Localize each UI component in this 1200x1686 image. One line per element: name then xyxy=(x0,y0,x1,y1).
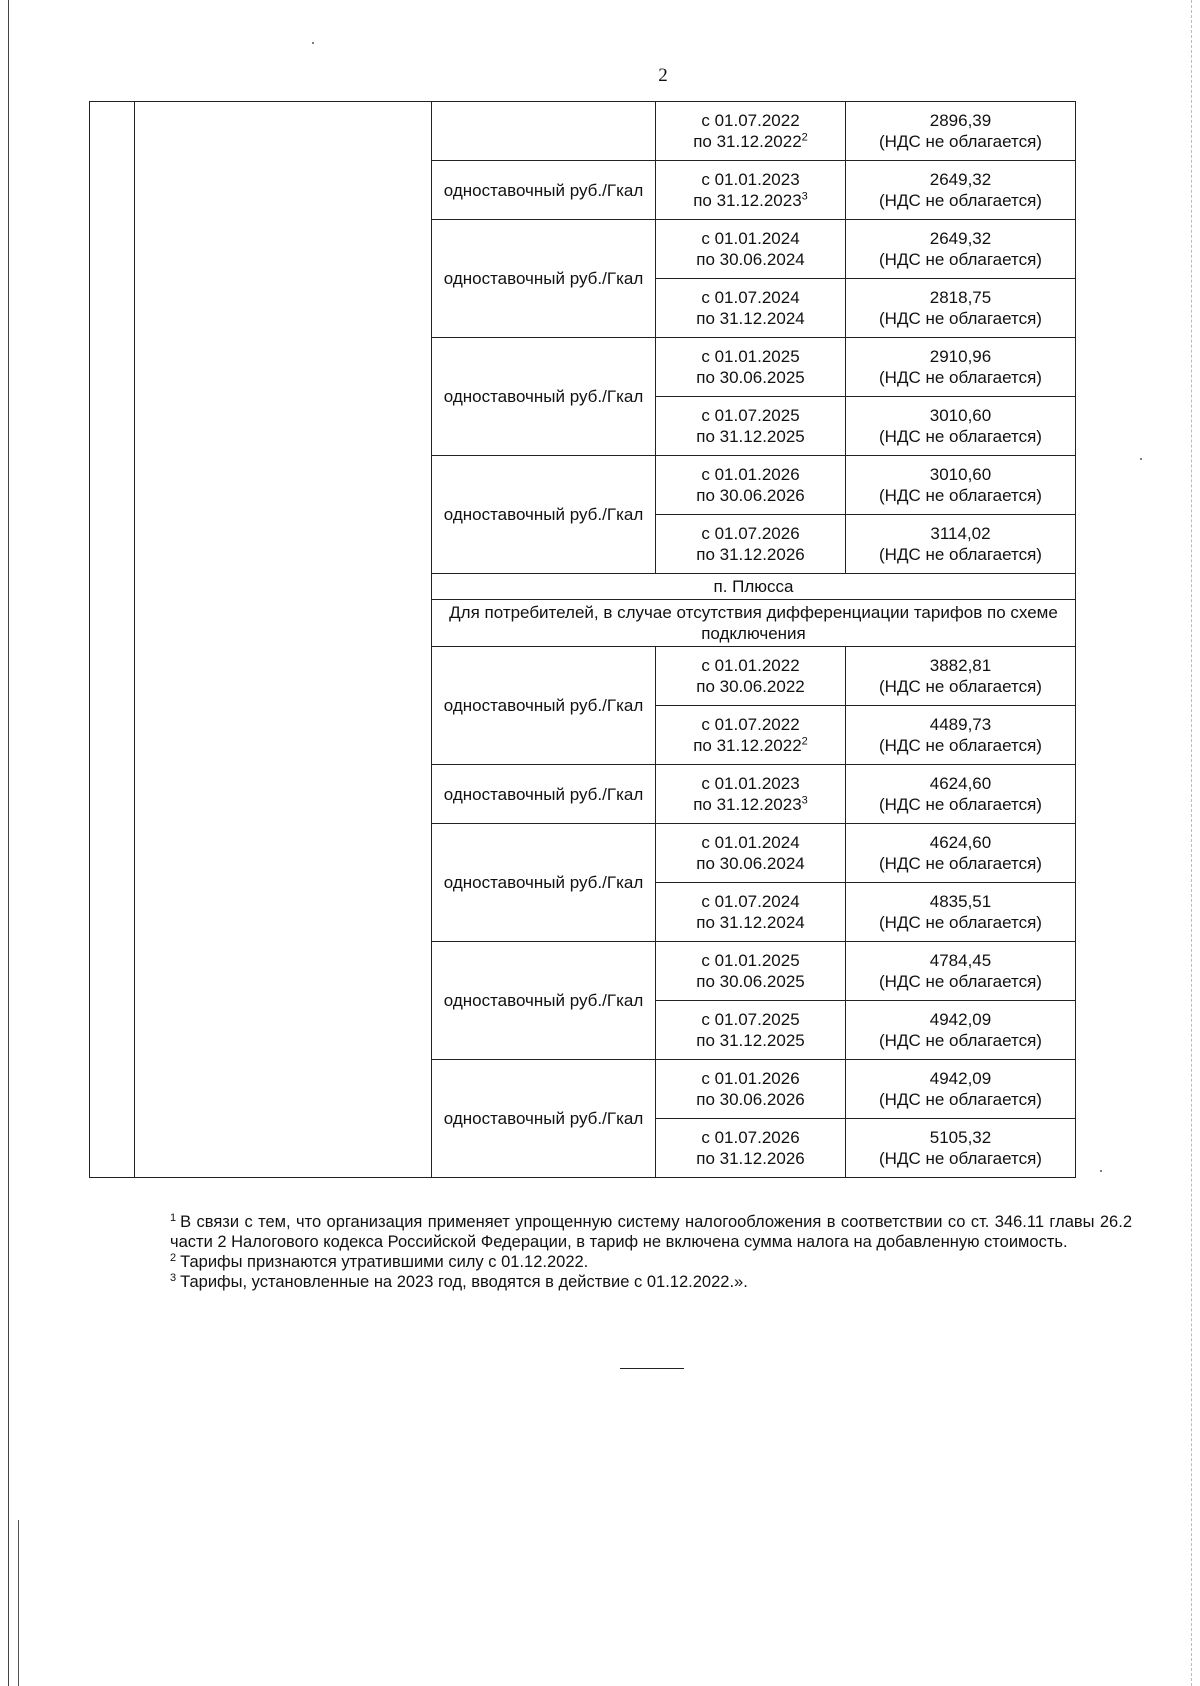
tariff-value: 2818,75 xyxy=(929,288,992,307)
footnote-2 xyxy=(170,1252,1132,1272)
period-cell xyxy=(656,824,846,883)
period-to-text: по 31.12.2026 xyxy=(696,545,805,564)
period-to-text: по 30.06.2022 xyxy=(696,677,805,696)
period-from: с 01.07.2025 xyxy=(701,406,800,425)
rate-type-cell: одноставочный руб./Гкал xyxy=(432,220,656,338)
period-to xyxy=(660,426,841,447)
vat-note: (НДС не облагается) xyxy=(879,427,1042,446)
price-cell xyxy=(846,1060,1076,1119)
price-cell xyxy=(846,161,1076,220)
period-from: с 01.07.2026 xyxy=(701,1128,800,1147)
footnote-mark: 1 xyxy=(170,1211,177,1224)
period-from: с 01.01.2023 xyxy=(701,170,800,189)
period-cell xyxy=(656,338,846,397)
period-to xyxy=(660,1030,841,1051)
period-cell xyxy=(656,765,846,824)
period-to xyxy=(660,190,841,211)
closing-rule xyxy=(620,1368,684,1369)
period-from: с 01.07.2022 xyxy=(701,715,800,734)
vat-note: (НДС не облагается) xyxy=(879,1031,1042,1050)
period-to xyxy=(660,367,841,388)
price-cell xyxy=(846,338,1076,397)
period-from: с 01.07.2024 xyxy=(701,892,800,911)
period-to-text: по 31.12.2024 xyxy=(696,913,805,932)
price-cell xyxy=(846,515,1076,574)
rate-type-cell: одноставочный руб./Гкал xyxy=(432,765,656,824)
footnote-text: В связи с тем, что организация применяет упрощенную систему налогообложения в соответствии со ст. 346.11 главы 26.2 части 2 Налогового кодекса Российской Федерации, в тариф не включена сумма налога на добавленную стоимость. xyxy=(170,1213,1132,1251)
rate-type-cell: одноставочный руб./Гкал xyxy=(432,456,656,574)
vat-note: (НДС не облагается) xyxy=(879,913,1042,932)
tariff-value: 4942,09 xyxy=(929,1010,992,1029)
rate-type-cell: одноставочный руб./Гкал xyxy=(432,824,656,942)
period-from: с 01.01.2023 xyxy=(701,774,800,793)
period-to xyxy=(660,1148,841,1169)
period-from: с 01.01.2024 xyxy=(701,229,800,248)
scan-edge-left xyxy=(8,0,9,1686)
tariff-table xyxy=(89,101,1076,1178)
period-to xyxy=(660,971,841,992)
tariff-value: 2896,39 xyxy=(929,111,992,130)
period-to xyxy=(660,131,841,152)
scan-edge-left-inner xyxy=(18,1520,19,1686)
rate-type-cell: одноставочный руб./Гкал xyxy=(432,338,656,456)
period-to-text: по 31.12.2024 xyxy=(696,309,805,328)
vat-note: (НДС не облагается) xyxy=(879,309,1042,328)
vat-note: (НДС не облагается) xyxy=(879,854,1042,873)
tariff-row xyxy=(90,102,1076,161)
period-to-text: по 31.12.2022 xyxy=(693,132,802,151)
period-from: с 01.07.2024 xyxy=(701,288,800,307)
vat-note: (НДС не облагается) xyxy=(879,545,1042,564)
footnote-mark: 2 xyxy=(170,1251,177,1264)
footnote-ref: 3 xyxy=(801,190,808,203)
vat-note: (НДС не облагается) xyxy=(879,972,1042,991)
period-cell xyxy=(656,456,846,515)
tariff-value: 4624,60 xyxy=(929,774,992,793)
tariff-value: 4942,09 xyxy=(929,1069,992,1088)
period-to-text: по 31.12.2023 xyxy=(693,191,802,210)
footnote-mark: 3 xyxy=(170,1271,177,1284)
vat-note: (НДС не облагается) xyxy=(879,191,1042,210)
period-to xyxy=(660,1089,841,1110)
footnote-text: Тарифы, установленные на 2023 год, вводятся в действие с 01.12.2022.». xyxy=(180,1273,748,1291)
period-from: с 01.01.2024 xyxy=(701,833,800,852)
tariff-value: 4489,73 xyxy=(929,715,992,734)
scan-edge-right xyxy=(1191,0,1192,1686)
page-number: 2 xyxy=(658,65,668,86)
tariff-value: 3010,60 xyxy=(929,406,992,425)
vat-note: (НДС не облагается) xyxy=(879,795,1042,814)
period-cell xyxy=(656,706,846,765)
period-cell xyxy=(656,1060,846,1119)
footnote-1 xyxy=(170,1212,1132,1252)
period-to xyxy=(660,676,841,697)
period-to xyxy=(660,308,841,329)
period-cell xyxy=(656,102,846,161)
period-to-text: по 30.06.2025 xyxy=(696,972,805,991)
period-to-text: по 31.12.2026 xyxy=(696,1149,805,1168)
rate-type-cell: одноставочный руб./Гкал xyxy=(432,942,656,1060)
footnote-3 xyxy=(170,1272,1132,1292)
period-cell xyxy=(656,883,846,942)
price-cell xyxy=(846,1001,1076,1060)
vat-note: (НДС не облагается) xyxy=(879,1149,1042,1168)
period-from: с 01.07.2025 xyxy=(701,1010,800,1029)
rate-type-cell: одноставочный руб./Гкал xyxy=(432,161,656,220)
period-to-text: по 30.06.2024 xyxy=(696,250,805,269)
vat-note: (НДС не облагается) xyxy=(879,677,1042,696)
vat-note: (НДС не облагается) xyxy=(879,736,1042,755)
period-to xyxy=(660,735,841,756)
period-to xyxy=(660,544,841,565)
period-cell xyxy=(656,279,846,338)
tariff-value: 4784,45 xyxy=(929,951,992,970)
footnotes xyxy=(170,1212,1132,1292)
period-cell xyxy=(656,1119,846,1178)
period-from: с 01.01.2025 xyxy=(701,951,800,970)
scan-speck xyxy=(1140,458,1142,460)
period-cell xyxy=(656,397,846,456)
scan-speck xyxy=(1100,1170,1102,1172)
period-from: с 01.01.2022 xyxy=(701,656,800,675)
price-cell xyxy=(846,883,1076,942)
vat-note: (НДС не облагается) xyxy=(879,1090,1042,1109)
vat-note: (НДС не облагается) xyxy=(879,368,1042,387)
footnote-text: Тарифы признаются утратившими силу с 01.12.2022. xyxy=(180,1253,589,1271)
price-cell xyxy=(846,456,1076,515)
footnote-ref: 3 xyxy=(801,794,808,807)
period-cell xyxy=(656,647,846,706)
price-cell xyxy=(846,706,1076,765)
period-to-text: по 30.06.2026 xyxy=(696,486,805,505)
period-to xyxy=(660,912,841,933)
locality-heading: п. Плюсса xyxy=(432,574,1076,600)
period-from: с 01.01.2026 xyxy=(701,465,800,484)
tariff-table-body xyxy=(90,102,1076,1178)
tariff-value: 4835,51 xyxy=(929,892,992,911)
period-to-text: по 31.12.2025 xyxy=(696,1031,805,1050)
period-cell xyxy=(656,942,846,1001)
period-to-text: по 30.06.2024 xyxy=(696,854,805,873)
tariff-value: 3882,81 xyxy=(929,656,992,675)
rate-type-cell xyxy=(432,102,656,161)
tariff-value: 2649,32 xyxy=(929,229,992,248)
consumers-heading: Для потребителей, в случае отсутствия дифференциации тарифов по схеме подключения xyxy=(432,600,1076,647)
footnote-ref: 2 xyxy=(801,131,808,144)
row-number-cell xyxy=(90,102,135,1178)
tariff-value: 2910,96 xyxy=(929,347,992,366)
period-from: с 01.07.2026 xyxy=(701,524,800,543)
period-to xyxy=(660,853,841,874)
period-cell xyxy=(656,1001,846,1060)
period-from: с 01.07.2022 xyxy=(701,111,800,130)
price-cell xyxy=(846,102,1076,161)
rate-type-cell: одноставочный руб./Гкал xyxy=(432,1060,656,1178)
period-to xyxy=(660,249,841,270)
period-cell xyxy=(656,515,846,574)
period-cell xyxy=(656,220,846,279)
price-cell xyxy=(846,279,1076,338)
period-to-text: по 30.06.2025 xyxy=(696,368,805,387)
vat-note: (НДС не облагается) xyxy=(879,132,1042,151)
price-cell xyxy=(846,765,1076,824)
footnote-ref: 2 xyxy=(801,735,808,748)
price-cell xyxy=(846,1119,1076,1178)
scan-speck xyxy=(312,42,314,44)
period-from: с 01.01.2025 xyxy=(701,347,800,366)
period-to xyxy=(660,794,841,815)
tariff-value: 2649,32 xyxy=(929,170,992,189)
period-cell xyxy=(656,161,846,220)
period-to-text: по 30.06.2026 xyxy=(696,1090,805,1109)
vat-note: (НДС не облагается) xyxy=(879,250,1042,269)
period-to-text: по 31.12.2023 xyxy=(693,795,802,814)
tariff-value: 3010,60 xyxy=(929,465,992,484)
price-cell xyxy=(846,942,1076,1001)
price-cell xyxy=(846,397,1076,456)
vat-note: (НДС не облагается) xyxy=(879,486,1042,505)
tariff-value: 4624,60 xyxy=(929,833,992,852)
rate-type-cell: одноставочный руб./Гкал xyxy=(432,647,656,765)
period-to-text: по 31.12.2022 xyxy=(693,736,802,755)
price-cell xyxy=(846,220,1076,279)
price-cell xyxy=(846,824,1076,883)
period-from: с 01.01.2026 xyxy=(701,1069,800,1088)
organization-cell xyxy=(135,102,432,1178)
period-to-text: по 31.12.2025 xyxy=(696,427,805,446)
period-to xyxy=(660,485,841,506)
price-cell xyxy=(846,647,1076,706)
tariff-value: 3114,02 xyxy=(930,524,991,543)
tariff-value: 5105,32 xyxy=(929,1128,992,1147)
